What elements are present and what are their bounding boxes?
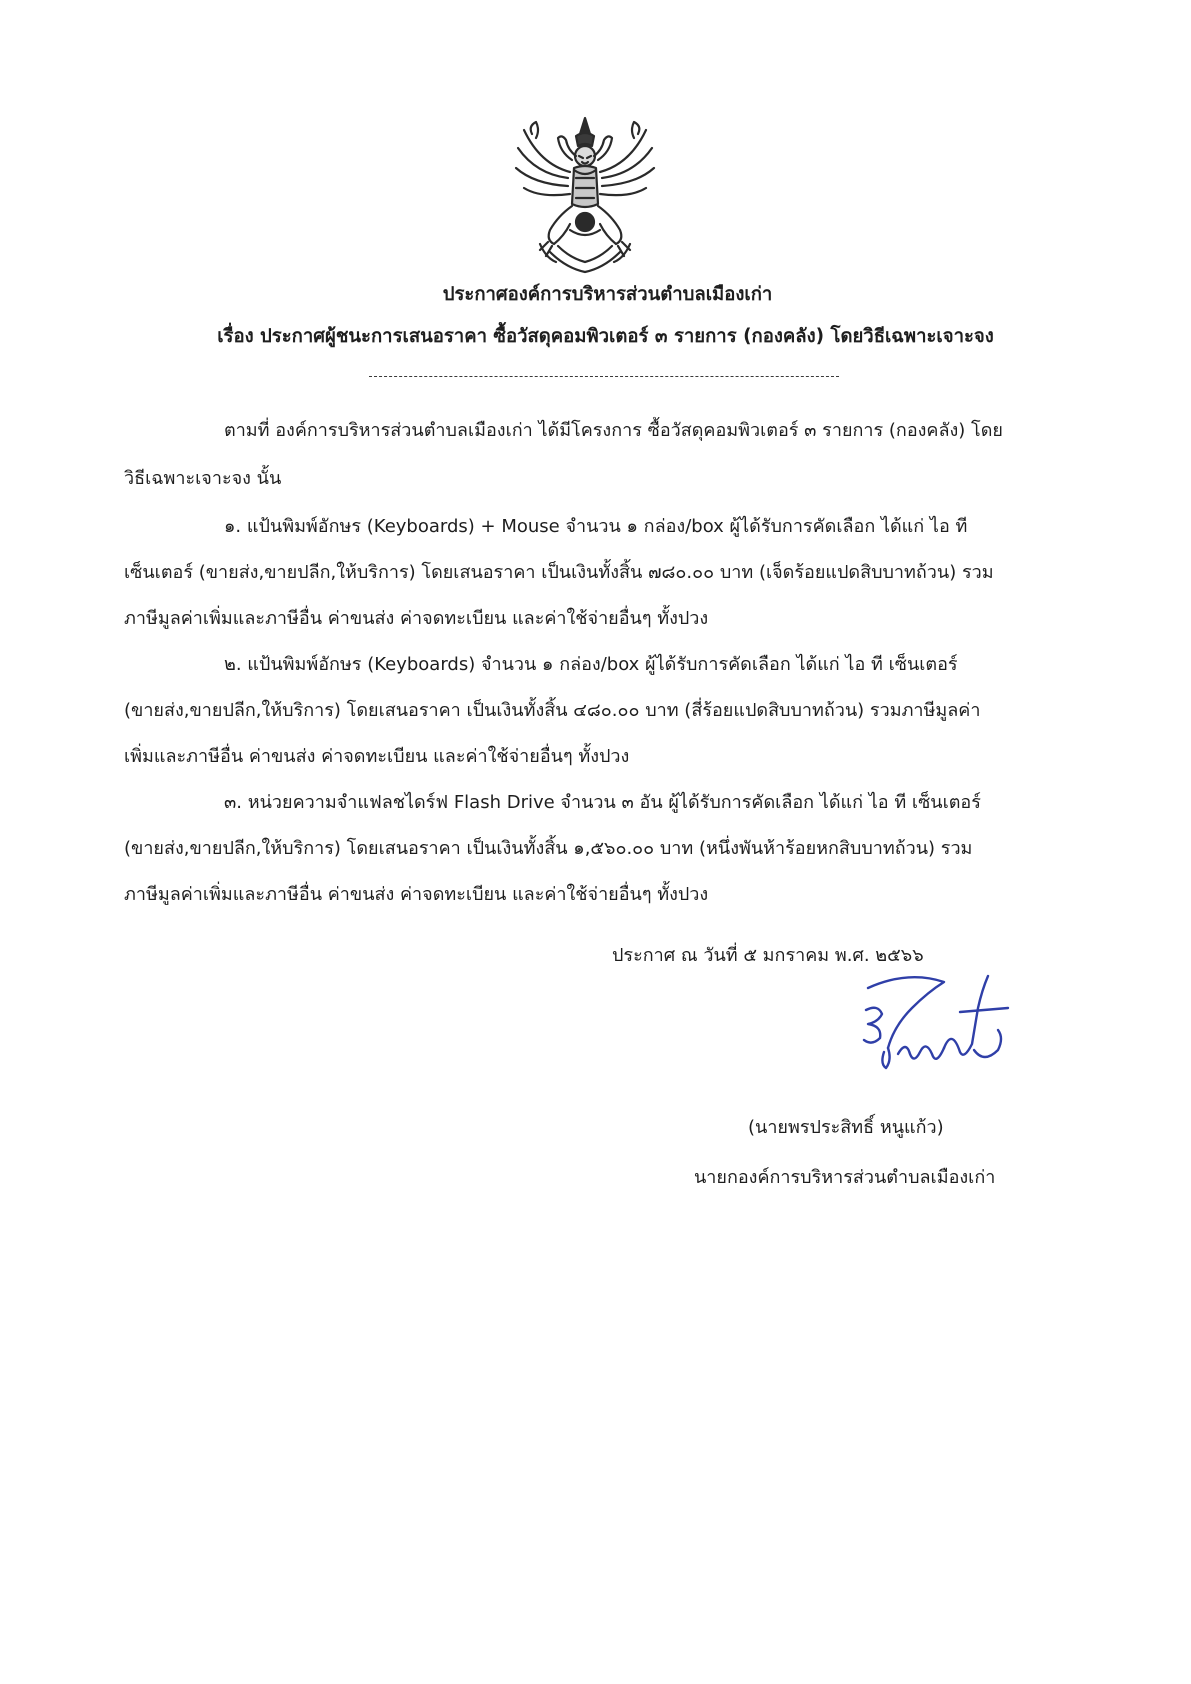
organization-heading: ประกาศองค์การบริหารส่วนตำบลเมืองเก่า [442, 284, 773, 305]
item-1-line: ภาษีมูลค่าเพิ่มและภาษีอื่น ค่าขนส่ง ค่าจดทะเบียน และค่าใช้จ่ายอื่นๆ ทั้งปวง [124, 608, 709, 629]
item-2-line: ๒. แป้นพิมพ์อักษร (Keyboards) จำนวน ๑ กล่อง/box ผู้ได้รับการคัดเลือก ได้แก่ ไอ ที เซ็นเตอร์ [224, 654, 958, 675]
body-line: วิธีเฉพาะเจาะจง นั้น [124, 468, 282, 489]
signer-name: (นายพรประสิทธิ์ หนูแก้ว) [748, 1117, 944, 1138]
body-line: ตามที่ องค์การบริหารส่วนตำบลเมืองเก่า ได้มีโครงการ ซื้อวัสดุคอมพิวเตอร์ ๓ รายการ (กองคลัง) โดย [224, 420, 1003, 441]
signer-position: นายกองค์การบริหารส่วนตำบลเมืองเก่า [694, 1167, 996, 1188]
item-2-line: เพิ่มและภาษีอื่น ค่าขนส่ง ค่าจดทะเบียน และค่าใช้จ่ายอื่นๆ ทั้งปวง [124, 746, 630, 767]
garuda-emblem-icon [510, 112, 660, 278]
subject-heading: เรื่อง ประกาศผู้ชนะการเสนอราคา ซื้อวัสดุคอมพิวเตอร์ ๓ รายการ (กองคลัง) โดยวิธีเฉพาะเจาะจง [217, 326, 994, 347]
item-1-line: เซ็นเตอร์ (ขายส่ง,ขายปลีก,ให้บริการ) โดยเสนอราคา เป็นเงินทั้งสิ้น ๗๘๐.๐๐ บาท (เจ็ดร้อยแปดสิบบาทถ้วน) รวม [124, 562, 994, 583]
item-2-line: (ขายส่ง,ขายปลีก,ให้บริการ) โดยเสนอราคา เป็นเงินทั้งสิ้น ๔๘๐.๐๐ บาท (สี่ร้อยแปดสิบบาทถ้วน) รวมภาษีมูลค่า [124, 700, 981, 721]
handwritten-signature [848, 968, 1018, 1076]
item-3-line: (ขายส่ง,ขายปลีก,ให้บริการ) โดยเสนอราคา เป็นเงินทั้งสิ้น ๑,๕๖๐.๐๐ บาท (หนึ่งพันห้าร้อยหกสิบบาทถ้วน) รวม [124, 838, 973, 859]
item-1-line: ๑. แป้นพิมพ์อักษร (Keyboards) + Mouse จำนวน ๑ กล่อง/box ผู้ได้รับการคัดเลือก ได้แก่ ไอ ที [224, 516, 968, 537]
announcement-date: ประกาศ ณ วันที่ ๕ มกราคม พ.ศ. ๒๕๖๖ [612, 945, 924, 966]
dashed-divider [369, 376, 839, 377]
item-3-line: ๓. หน่วยความจำแฟลชไดร์ฟ Flash Drive จำนวน ๓ อัน ผู้ได้รับการคัดเลือก ได้แก่ ไอ ที เซ็นเตอร์ [224, 792, 981, 813]
item-3-line: ภาษีมูลค่าเพิ่มและภาษีอื่น ค่าขนส่ง ค่าจดทะเบียน และค่าใช้จ่ายอื่นๆ ทั้งปวง [124, 884, 709, 905]
